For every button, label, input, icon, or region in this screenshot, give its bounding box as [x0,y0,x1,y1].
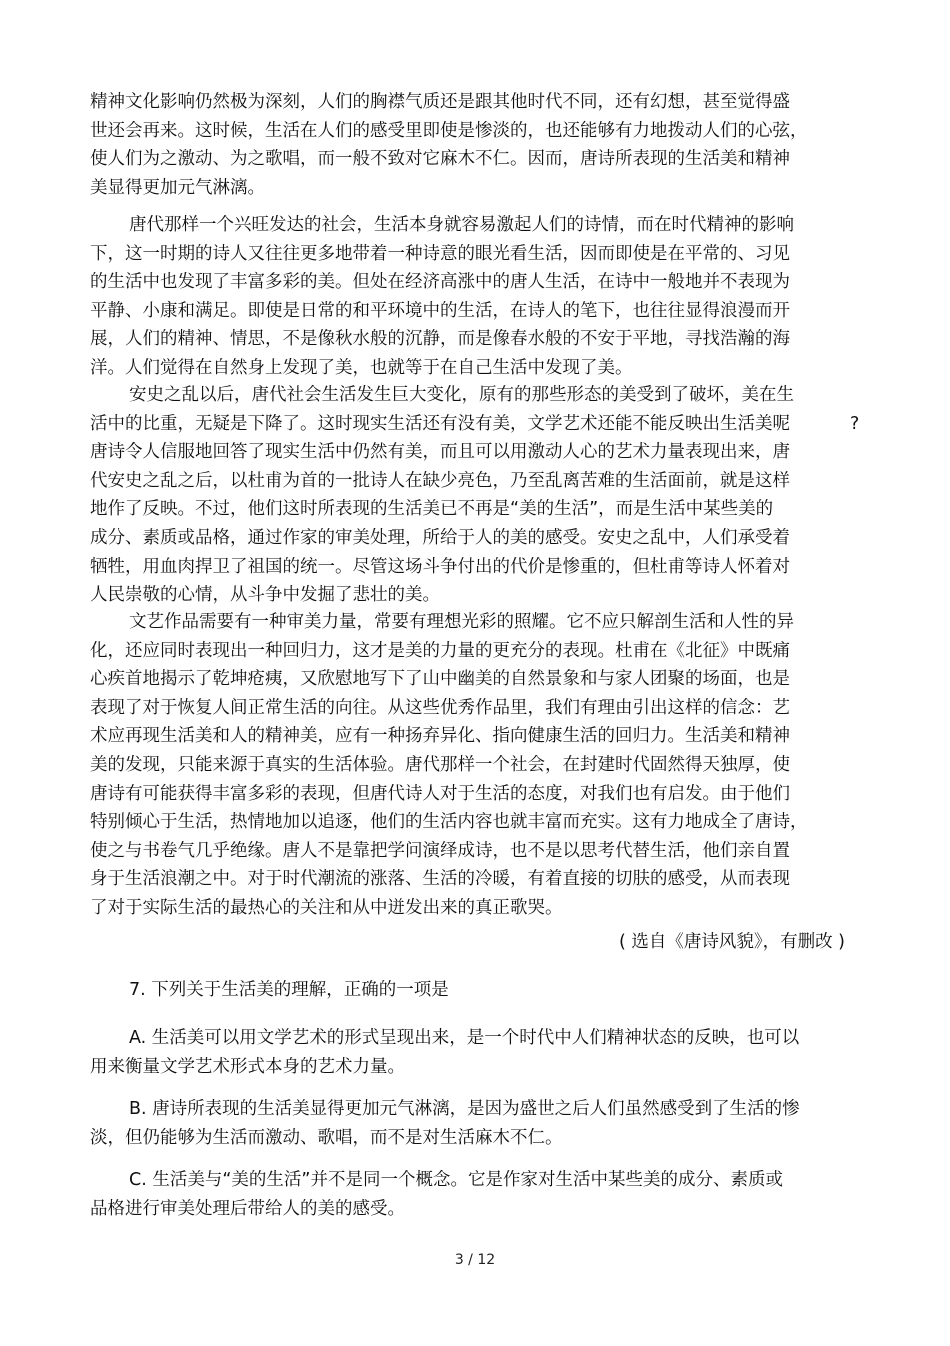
text-line: 美显得更加元气淋漓。 [90,177,265,198]
text-line: 了对于实际生活的最热心的关注和从中迸发出来的真正歌哭。 [90,897,563,918]
option-a [90,1024,799,1081]
text-line: 洋。人们觉得在自然身上发现了美，也就等于在自己生活中发现了美。 [90,357,633,378]
paragraph-2 [90,211,794,383]
text-line: A. 生活美可以用文学艺术的形式呈现出来，是一个时代中人们精神状态的反映，也可以 [129,1028,800,1048]
text-line: 术应再现生活美和人的精神美，应有一种扬弃异化、指向健康生活的回归力。生活美和精神 [90,726,790,747]
text-line: 唐诗有可能获得丰富多彩的表现，但唐代诗人对于生活的态度，对我们也有启发。由于他们 [90,783,790,804]
paragraph-3 [90,381,794,610]
text-line: 使人们为之激动、为之歌唱，而一般不致对它麻木不仁。因而，唐诗所表现的生活美和精神 [90,149,790,170]
text-line: 用来衡量文学艺术形式本身的艺术力量。 [90,1056,405,1077]
text-line: 品格进行审美处理后带给人的美的感受。 [90,1198,405,1219]
text-line: 使之与书卷气几乎绝缘。唐人不是靠把学问演绎成诗，也不是以思考代替生活，他们亲自置 [90,840,790,861]
text-line: 表现了对于恢复人间正常生活的向往。从这些优秀作品里，我们有理由引出这样的信念：艺 [90,697,790,718]
page-number: 3 / 12 [454,1252,496,1268]
paragraph-4 [90,608,808,923]
text-line: 代安史之乱之后，以杜甫为首的一批诗人在缺少亮色，乃至乱离苦难的生活面前，就是这样 [90,470,790,491]
text-line: 下，这一时期的诗人又往往更多地带着一种诗意的眼光看生活，因而即使是在平常的、习见 [90,243,790,264]
text-line: 成分、素质或品格，通过作家的审美处理，所给于人的美的感受。安史之乱中，人们承受着 [90,527,790,548]
text-line: 安史之乱以后，唐代社会生活发生巨大变化，原有的那些形态的美受到了破坏，美在生 [129,385,794,405]
text-line: 展，人们的精神、情思，不是像秋水般的沉静，而是像春水般的不安于平地，寻找浩瀚的海 [90,329,790,350]
option-b [90,1095,800,1152]
text-line: 世还会再来。这时候，生活在人们的感受里即使是惨淡的，也还能够有力地拨动人们的心弦， [90,120,808,141]
source-citation: ( 选自《唐诗风貌》，有删改 ) [618,932,845,952]
text-line: 平静、小康和满足。即使是日常的和平环境中的生活，在诗人的笔下，也往往显得浪漫而开 [90,300,790,321]
text-line: 精神文化影响仍然极为深刻，人们的胸襟气质还是跟其他时代不同，还有幻想，甚至觉得盛 [90,92,790,112]
text-line: B. 唐诗所表现的生活美显得更加元气淋漓，是因为盛世之后人们虽然感受到了生活的惨 [129,1099,800,1119]
text-line: 人民崇敬的心情，从斗争中发掘了悲壮的美。 [90,585,440,606]
text-line: 文艺作品需要有一种审美力量，常要有理想光彩的照耀。它不应只解剖生活和人性的异 [129,612,794,632]
text-line: 地作了反映。不过，他们这时所表现的生活美已不再是“美的生活”，而是生活中某些美的 [90,499,774,520]
option-c [90,1166,783,1223]
text-line: 牺牲，用血肉捍卫了祖国的统一。尽管这场斗争付出的代价是惨重的，但杜甫等诗人怀着对 [90,556,790,577]
text-line: 化，还应同时表现出一种回归力，这才是美的力量的更充分的表现。杜甫在《北征》中既痛 [90,640,790,661]
text-line: 心疾首地揭示了乾坤疮痍，又欣慰地写下了山中幽美的自然景象和与家人团聚的场面，也是 [90,669,790,690]
text-line: C. 生活美与“美的生活”并不是同一个概念。它是作家对生活中某些美的成分、素质或 [129,1170,783,1190]
text-line: 活中的比重，无疑是下降了。这时现实生活还有没有美，文学艺术还能不能反映出生活美呢 [90,413,790,434]
text-line: 特别倾心于生活，热情地加以追逐，他们的生活内容也就丰富而充实。这有力地成全了唐诗， [90,812,808,833]
question-stem: 7. 下列关于生活美的理解，正确的一项是 [129,980,449,1000]
text-line: 身于生活浪潮之中。对于时代潮流的涨落、生活的冷暖，有着直接的切肤的感受，从而表现 [90,869,790,890]
text-line: 的生活中也发现了丰富多彩的美。但处在经济高涨中的唐人生活，在诗中一般地并不表现为 [90,272,790,293]
paragraph-1 [90,88,808,202]
text-line: 唐代那样一个兴旺发达的社会，生活本身就容易激起人们的诗情，而在时代精神的影响 [129,215,794,235]
text-line: 唐诗令人信服地回答了现实生活中仍然有美，而且可以用激动人心的艺术力量表现出来，唐 [90,442,790,463]
text-line: 美的发现，只能来源于真实的生活体验。唐代那样一个社会，在封建时代固然得天独厚，使 [90,754,790,775]
question-mark: ? [850,414,860,434]
text-line: 淡，但仍能够为生活而激动、歌唱，而不是对生活麻木不仁。 [90,1127,563,1148]
